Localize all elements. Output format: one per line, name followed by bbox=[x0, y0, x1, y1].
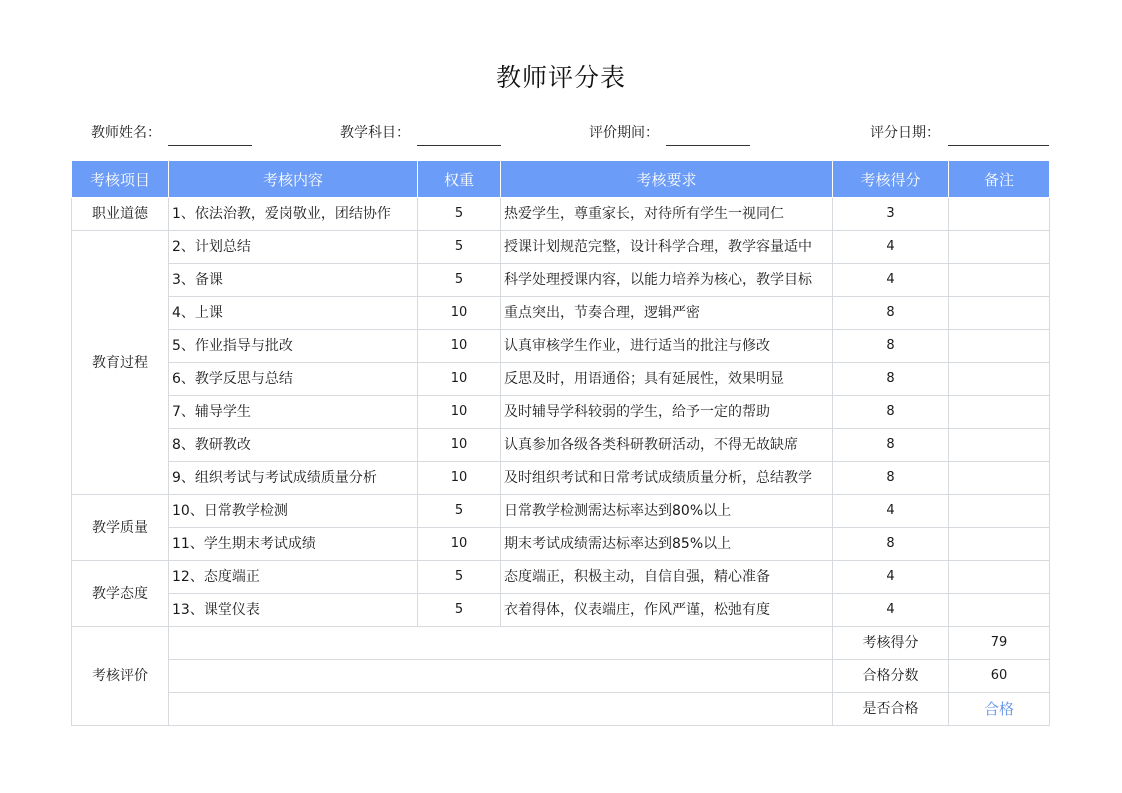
subject-input-line[interactable] bbox=[417, 145, 501, 146]
content-cell: 6、教学反思与总结 bbox=[169, 363, 418, 396]
period-label: 评价期间： bbox=[589, 125, 659, 141]
category-cell: 职业道德 bbox=[72, 198, 169, 231]
score-cell[interactable]: 3 bbox=[833, 198, 949, 231]
table-row bbox=[72, 495, 1050, 528]
score-cell[interactable]: 8 bbox=[833, 363, 949, 396]
content-cell: 7、辅导学生 bbox=[169, 396, 418, 429]
note-cell[interactable] bbox=[949, 297, 1050, 330]
table-row bbox=[72, 528, 1050, 561]
table-row bbox=[72, 363, 1050, 396]
note-cell[interactable] bbox=[949, 528, 1050, 561]
content-cell: 11、学生期末考试成绩 bbox=[169, 528, 418, 561]
note-cell[interactable] bbox=[949, 198, 1050, 231]
table-row bbox=[72, 297, 1050, 330]
requirement-cell: 日常教学检测需达标率达到80%以上 bbox=[501, 495, 833, 528]
note-cell[interactable] bbox=[949, 264, 1050, 297]
weight-cell: 5 bbox=[418, 264, 501, 297]
score-table bbox=[71, 160, 1050, 726]
score-cell[interactable]: 4 bbox=[833, 495, 949, 528]
table-header-row bbox=[72, 161, 1050, 198]
category-cell: 教学质量 bbox=[72, 495, 169, 561]
date-label: 评分日期： bbox=[870, 125, 940, 141]
requirement-cell: 反思及时，用语通俗；具有延展性，效果明显 bbox=[501, 363, 833, 396]
content-cell: 4、上课 bbox=[169, 297, 418, 330]
subject-label: 教学科目： bbox=[340, 125, 410, 141]
pass-status-value: 合格 bbox=[949, 693, 1050, 726]
header-content: 考核内容 bbox=[169, 161, 418, 198]
teacher-name-field bbox=[91, 120, 161, 146]
requirement-cell: 及时辅导学科较弱的学生，给予一定的帮助 bbox=[501, 396, 833, 429]
score-cell[interactable]: 8 bbox=[833, 528, 949, 561]
table-row bbox=[72, 264, 1050, 297]
weight-cell: 10 bbox=[418, 462, 501, 495]
category-cell: 教育过程 bbox=[72, 231, 169, 495]
weight-cell: 5 bbox=[418, 561, 501, 594]
note-cell[interactable] bbox=[949, 462, 1050, 495]
summary-row bbox=[72, 627, 1050, 660]
table-row bbox=[72, 561, 1050, 594]
evaluation-comment-cell[interactable] bbox=[169, 627, 833, 660]
date-input-line[interactable] bbox=[948, 145, 1049, 146]
note-cell[interactable] bbox=[949, 363, 1050, 396]
score-cell[interactable]: 4 bbox=[833, 264, 949, 297]
evaluation-comment-cell[interactable] bbox=[169, 660, 833, 693]
weight-cell: 10 bbox=[418, 528, 501, 561]
content-cell: 12、态度端正 bbox=[169, 561, 418, 594]
table-row bbox=[72, 594, 1050, 627]
period-field bbox=[589, 120, 659, 146]
header-note: 备注 bbox=[949, 161, 1050, 198]
summary-row bbox=[72, 693, 1050, 726]
note-cell[interactable] bbox=[949, 330, 1050, 363]
summary-label: 合格分数 bbox=[833, 660, 949, 693]
note-cell[interactable] bbox=[949, 561, 1050, 594]
weight-cell: 5 bbox=[418, 231, 501, 264]
table-row bbox=[72, 429, 1050, 462]
note-cell[interactable] bbox=[949, 594, 1050, 627]
table-row bbox=[72, 396, 1050, 429]
note-cell[interactable] bbox=[949, 495, 1050, 528]
content-cell: 5、作业指导与批改 bbox=[169, 330, 418, 363]
score-cell[interactable]: 4 bbox=[833, 594, 949, 627]
header-weight: 权重 bbox=[418, 161, 501, 198]
content-cell: 2、计划总结 bbox=[169, 231, 418, 264]
weight-cell: 10 bbox=[418, 429, 501, 462]
content-cell: 9、组织考试与考试成绩质量分析 bbox=[169, 462, 418, 495]
weight-cell: 10 bbox=[418, 297, 501, 330]
evaluation-comment-cell[interactable] bbox=[169, 693, 833, 726]
requirement-cell: 授课计划规范完整，设计科学合理，教学容量适中 bbox=[501, 231, 833, 264]
requirement-cell: 认真参加各级各类科研教研活动，不得无故缺席 bbox=[501, 429, 833, 462]
summary-row bbox=[72, 660, 1050, 693]
teacher-name-input-line[interactable] bbox=[168, 145, 252, 146]
requirement-cell: 期末考试成绩需达标率达到85%以上 bbox=[501, 528, 833, 561]
page-title: 教师评分表 bbox=[495, 63, 626, 92]
score-cell[interactable]: 8 bbox=[833, 462, 949, 495]
table-row bbox=[72, 231, 1050, 264]
score-cell[interactable]: 4 bbox=[833, 231, 949, 264]
period-input-line[interactable] bbox=[666, 145, 750, 146]
header-category: 考核项目 bbox=[72, 161, 169, 198]
form-meta-row bbox=[0, 120, 1122, 148]
score-cell[interactable]: 8 bbox=[833, 330, 949, 363]
score-cell[interactable]: 8 bbox=[833, 297, 949, 330]
weight-cell: 10 bbox=[418, 396, 501, 429]
category-cell: 考核评价 bbox=[72, 627, 169, 726]
weight-cell: 5 bbox=[418, 495, 501, 528]
score-cell[interactable]: 8 bbox=[833, 396, 949, 429]
table-row bbox=[72, 462, 1050, 495]
content-cell: 13、课堂仪表 bbox=[169, 594, 418, 627]
requirement-cell: 衣着得体，仪表端庄，作风严谨，松弛有度 bbox=[501, 594, 833, 627]
header-score: 考核得分 bbox=[833, 161, 949, 198]
note-cell[interactable] bbox=[949, 231, 1050, 264]
content-cell: 3、备课 bbox=[169, 264, 418, 297]
requirement-cell: 态度端正，积极主动，自信自强，精心准备 bbox=[501, 561, 833, 594]
requirement-cell: 认真审核学生作业，进行适当的批注与修改 bbox=[501, 330, 833, 363]
weight-cell: 5 bbox=[418, 198, 501, 231]
note-cell[interactable] bbox=[949, 396, 1050, 429]
table-row bbox=[72, 198, 1050, 231]
summary-label: 考核得分 bbox=[833, 627, 949, 660]
content-cell: 8、教研教改 bbox=[169, 429, 418, 462]
requirement-cell: 热爱学生，尊重家长，对待所有学生一视同仁 bbox=[501, 198, 833, 231]
summary-label: 是否合格 bbox=[833, 693, 949, 726]
note-cell[interactable] bbox=[949, 429, 1050, 462]
content-cell: 1、依法治教，爱岗敬业，团结协作 bbox=[169, 198, 418, 231]
pass-score-value: 60 bbox=[949, 660, 1050, 693]
weight-cell: 10 bbox=[418, 330, 501, 363]
score-cell[interactable]: 8 bbox=[833, 429, 949, 462]
weight-cell: 5 bbox=[418, 594, 501, 627]
content-cell: 10、日常教学检测 bbox=[169, 495, 418, 528]
category-cell: 教学态度 bbox=[72, 561, 169, 627]
teacher-name-label: 教师姓名： bbox=[91, 125, 161, 141]
date-field bbox=[870, 120, 940, 146]
score-cell[interactable]: 4 bbox=[833, 561, 949, 594]
total-score-value: 79 bbox=[949, 627, 1050, 660]
requirement-cell: 科学处理授课内容，以能力培养为核心，教学目标 bbox=[501, 264, 833, 297]
header-requirement: 考核要求 bbox=[501, 161, 833, 198]
subject-field bbox=[340, 120, 410, 146]
weight-cell: 10 bbox=[418, 363, 501, 396]
table-row bbox=[72, 330, 1050, 363]
requirement-cell: 重点突出，节奏合理，逻辑严密 bbox=[501, 297, 833, 330]
requirement-cell: 及时组织考试和日常考试成绩质量分析，总结教学 bbox=[501, 462, 833, 495]
